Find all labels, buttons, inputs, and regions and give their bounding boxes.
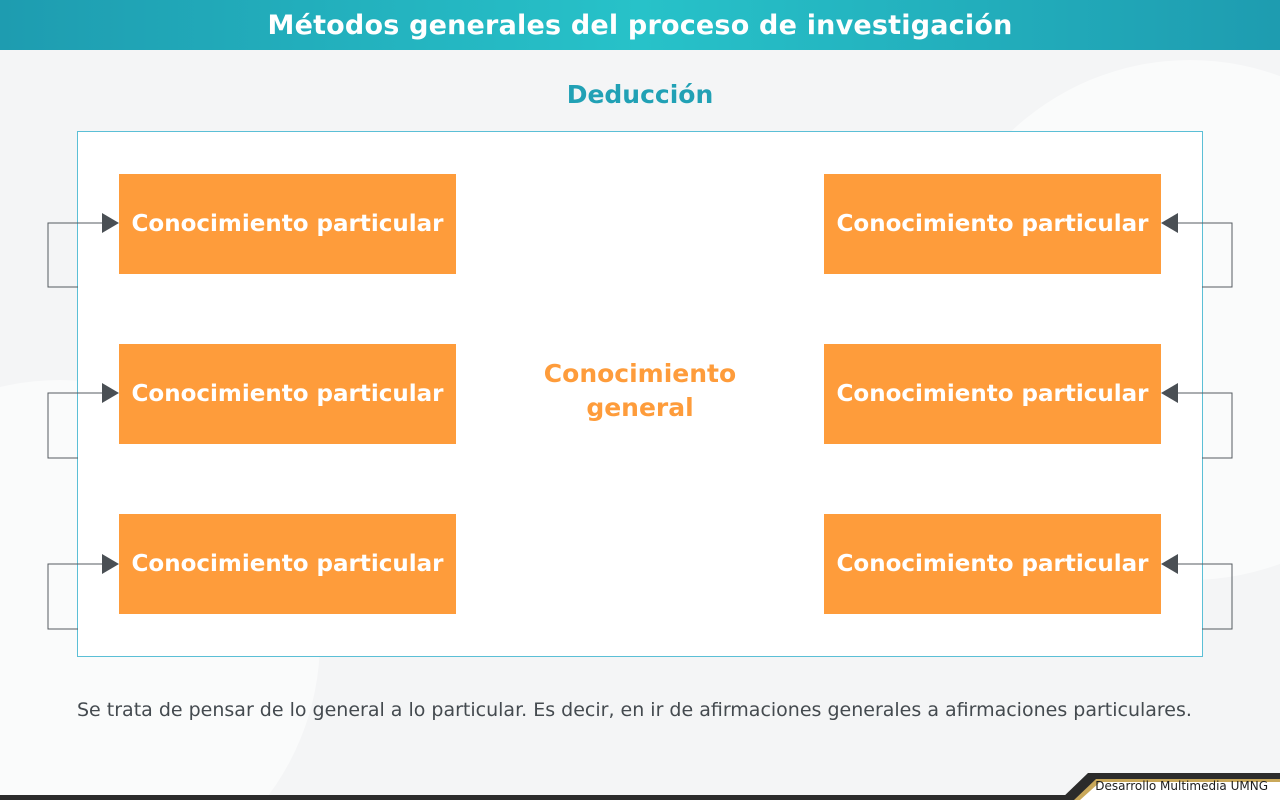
- section-subtitle: Deducción: [566, 80, 714, 109]
- general-knowledge-label: Conocimiento general: [543, 359, 737, 422]
- footer-credit: Desarrollo Multimedia UMNG: [1095, 779, 1268, 793]
- knowledge-box-left-1: Conocimiento particular: [119, 174, 456, 274]
- footer-credit-tab: [1060, 770, 1280, 800]
- knowledge-box-left-3: Conocimiento particular: [119, 514, 456, 614]
- description-text: Se trata de pensar de lo general a lo particular. Es decir, en ir de afirmaciones generales a afirmaciones particulares.: [77, 699, 1192, 721]
- knowledge-box-right-1: Conocimiento particular: [824, 174, 1161, 274]
- page-title: Métodos generales del proceso de investigación: [267, 9, 1013, 41]
- knowledge-box-right-2: Conocimiento particular: [824, 344, 1161, 444]
- title-bar: [0, 0, 1280, 50]
- knowledge-box-right-3: Conocimiento particular: [824, 514, 1161, 614]
- knowledge-box-left-2: Conocimiento particular: [119, 344, 456, 444]
